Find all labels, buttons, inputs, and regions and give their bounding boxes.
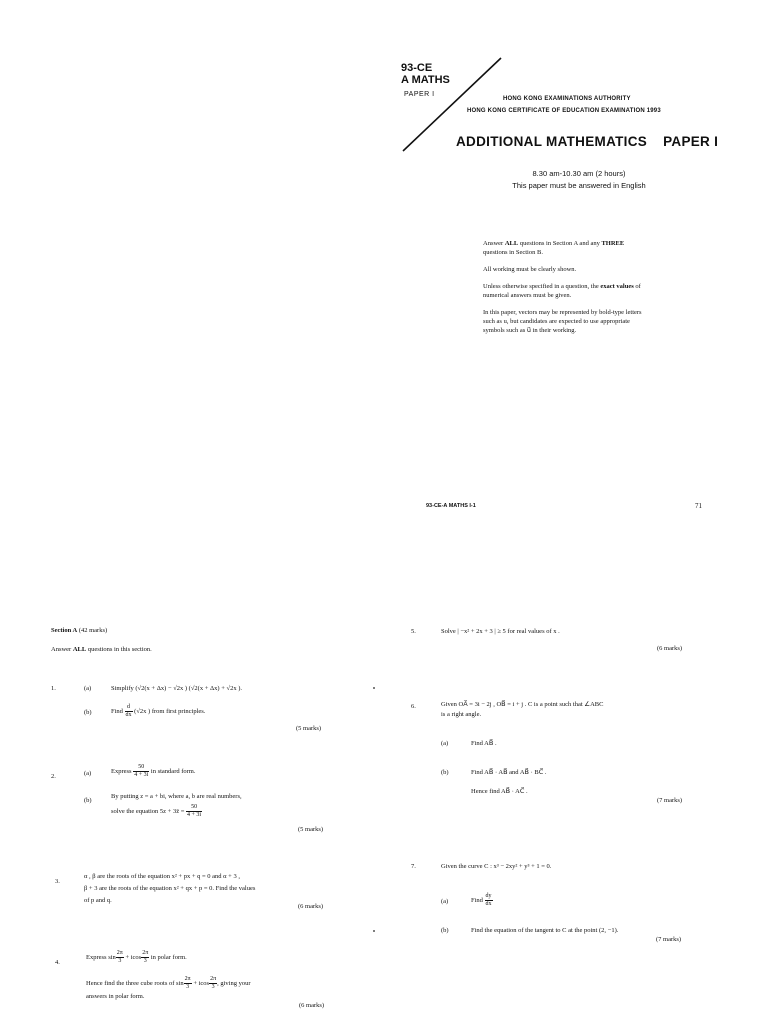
- instructions: [483, 239, 648, 343]
- page-number: 71: [695, 502, 702, 510]
- q7a-text: Find $\frac{dy}{dx}$: [471, 893, 492, 907]
- instruction-4: In this paper, vectors may be represented by bold-type letters such as u, but candidates are expected to use appropriate symbols such as u⃗ in their working.: [483, 309, 642, 334]
- instruction-3: Unless otherwise specified in a question, the exact values of numerical answers must be given.: [483, 283, 641, 299]
- q6-number: 6.: [411, 703, 416, 710]
- q6b-text: Find AB⃗ · AB⃗ and AB⃗ · BC⃗ .: [471, 769, 547, 776]
- exam-title-paper: PAPER I: [663, 134, 719, 149]
- section-a-heading: Section A (42 marks): [51, 627, 108, 634]
- exam-title: [456, 134, 734, 149]
- q1a-text: Simplify (√2(x + Δx) − √2x ) (√2(x + Δx) + √2x ).: [111, 685, 242, 692]
- exam-time: 8.30 am-10.30 am (2 hours): [532, 169, 626, 178]
- q2b-label: (b): [84, 797, 92, 804]
- q6a-text: Find AB⃗ .: [471, 740, 497, 747]
- q1b-label: (b): [84, 709, 92, 716]
- footer-code: 93-CE-A MATHS I-1: [426, 503, 476, 509]
- section-a-instruction: Answer ALL questions in this section.: [51, 646, 152, 653]
- q7a-label: (a): [441, 898, 449, 905]
- q5-text: Solve | −x² + 2x + 3 | ≥ 5 for real values of x .: [441, 628, 560, 635]
- certificate-name: HONG KONG CERTIFICATE OF EDUCATION EXAMINATION 1993: [467, 108, 661, 114]
- q6-line1: Given OA⃗ = 3i − 2j , OB⃗ = i + j . C is a point such that ∠ABC: [441, 701, 604, 708]
- q2a-label: (a): [84, 770, 92, 777]
- instruction-2: All working must be clearly shown.: [483, 266, 577, 273]
- q6-line2: is a right angle.: [441, 711, 482, 718]
- q4-line3: answers in polar form.: [86, 993, 145, 1000]
- q3-number: 3.: [55, 878, 60, 885]
- q7b-text: Find the equation of the tangent to C at the point (2, −1).: [471, 927, 619, 934]
- paper-number: PAPER I: [404, 91, 435, 98]
- exam-title-subject: ADDITIONAL MATHEMATICS: [456, 134, 648, 149]
- q2-number: 2.: [51, 773, 56, 780]
- q7-line1: Given the curve C : x³ − 2xy² + y³ + 1 = 0.: [441, 863, 552, 870]
- q2b-line2: solve the equation 5z + 3z̄ = $\frac{50}{4 + 3i}$: [111, 804, 202, 818]
- q2-marks: (5 marks): [298, 826, 324, 833]
- q2b-line1: By putting z = a + bi, where a, b are real numbers,: [111, 793, 242, 800]
- q6-marks: (7 marks): [657, 797, 683, 804]
- q6a-label: (a): [441, 740, 449, 747]
- q4-marks: (6 marks): [299, 1002, 325, 1009]
- q1b-text: Find $\frac{d}{dx}$ (√2x ) from first principles.: [111, 704, 206, 718]
- q7-number: 7.: [411, 863, 416, 870]
- q3-marks: (6 marks): [298, 903, 324, 910]
- q5-marks: (6 marks): [657, 645, 683, 652]
- q2a-text: Express $\frac{50}{4 + 3i}$ in standard form.: [111, 764, 196, 778]
- q4-line1: Express sin $\frac{2\pi}{3}$ + icos $\frac{2\pi}{3}$ in polar form.: [86, 950, 187, 964]
- scan-speck: [373, 687, 375, 689]
- q4-line2: Hence find the three cube roots of sin $\frac{2\pi}{3}$ + icos $\frac{2\pi}{3}$ , giving your: [86, 976, 251, 990]
- paper-code-subject: A MATHS: [401, 74, 450, 86]
- q3-line3: of p and q.: [84, 897, 112, 904]
- q1-number: 1.: [51, 685, 56, 692]
- q3-line1: α , β are the roots of the equation x² + px + q = 0 and α + 3 ,: [84, 873, 240, 880]
- q1a-label: (a): [84, 685, 92, 692]
- q7b-label: (b): [441, 927, 449, 934]
- q6b-label: (b): [441, 769, 449, 776]
- authority-name: HONG KONG EXAMINATIONS AUTHORITY: [503, 96, 631, 102]
- q4-number: 4.: [55, 959, 60, 966]
- q7-marks: (7 marks): [656, 936, 682, 943]
- exam-language: This paper must be answered in English: [512, 181, 646, 190]
- q1-marks: (5 marks): [296, 725, 322, 732]
- scan-speck: [373, 930, 375, 932]
- q3-line2: β + 3 are the roots of the equation x² + qx + p = 0. Find the values: [84, 885, 256, 892]
- paper-code-number: 93-CE: [401, 62, 433, 74]
- q5-number: 5.: [411, 628, 416, 635]
- instruction-1: Answer ALL questions in Section A and any THREE questions in Section B.: [483, 240, 625, 256]
- q6b-hence: Hence find AB⃗ · AC⃗ .: [471, 788, 528, 795]
